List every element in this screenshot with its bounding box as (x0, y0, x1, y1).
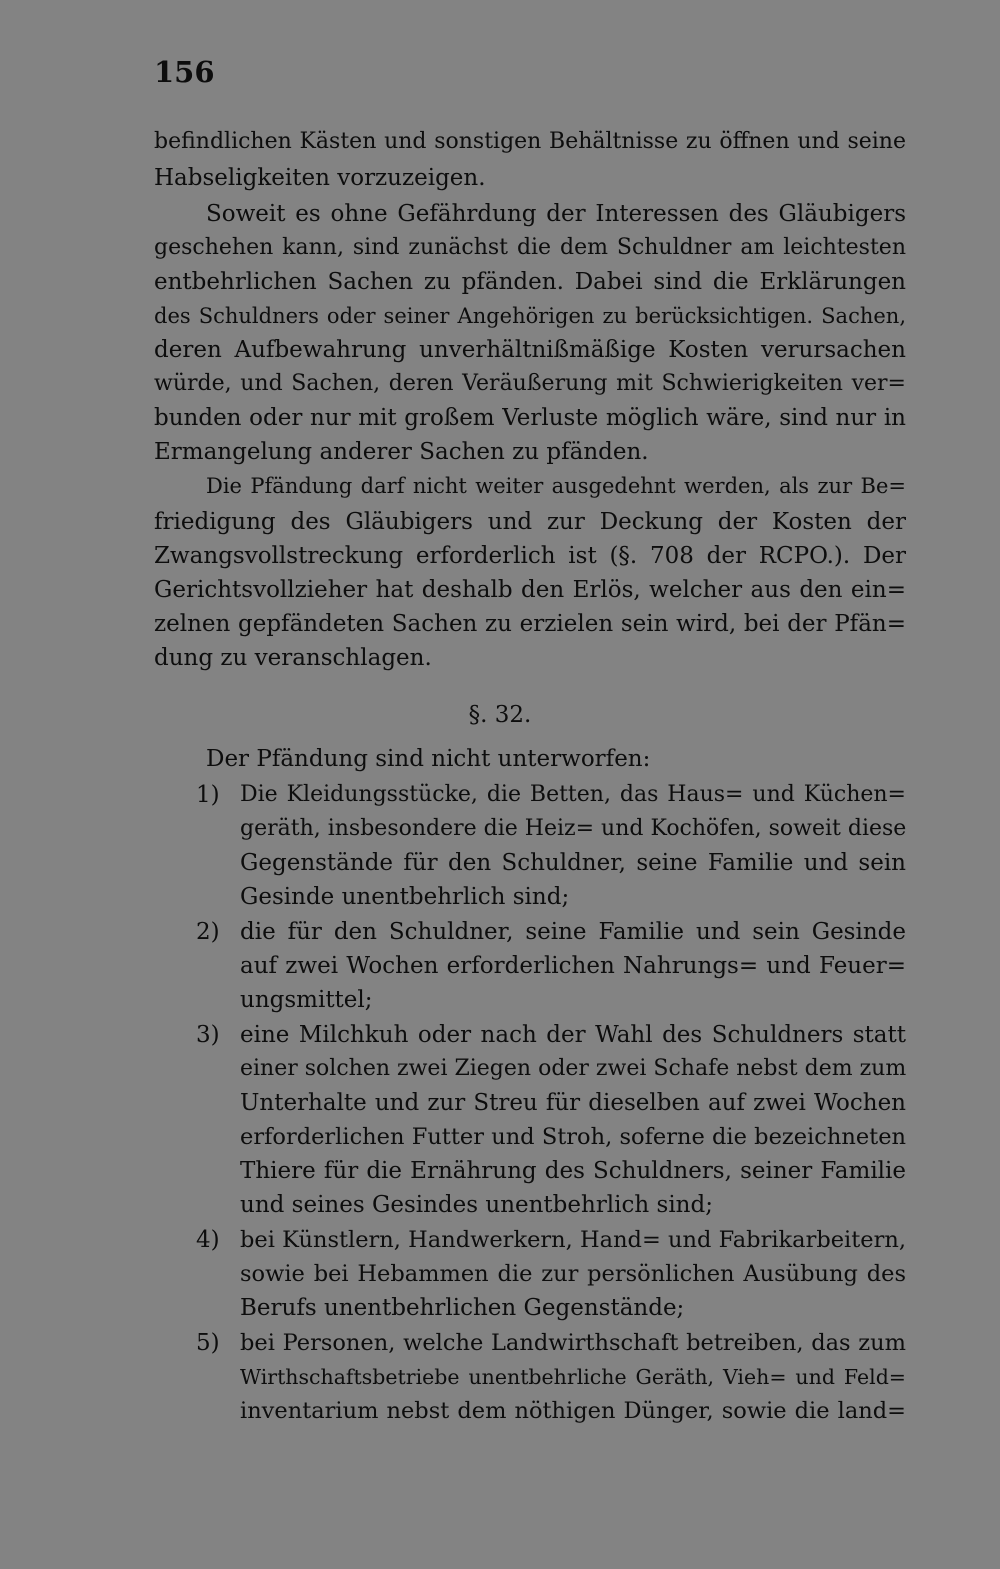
list-item-line: sowie bei Hebammen die zur persönlichen Ausübung des (240, 1261, 906, 1287)
text-line: bunden oder nur mit großem Verluste möglich wäre, sind nur in (154, 405, 906, 431)
list-item-line: Die Kleidungsstücke, die Betten, das Haus= und Küchen= (240, 782, 906, 807)
list-item-line: bei Künstlern, Handwerkern, Hand= und Fabrikarbeitern, (240, 1227, 906, 1253)
list-item-line: Unterhalte und zur Streu für dieselben auf zwei Wochen (240, 1090, 906, 1116)
list-item-number: 3) (196, 1022, 220, 1048)
list-item-line: auf zwei Wochen erforderlichen Nahrungs= und Feuer= (240, 953, 906, 979)
page-number: 156 (154, 55, 215, 89)
text-line: Soweit es ohne Gefährdung der Interessen des Gläubigers (206, 201, 906, 227)
list-item-line: inventarium nebst dem nöthigen Dünger, sowie die land= (240, 1398, 906, 1424)
text-line: würde, und Sachen, deren Veräußerung mit Schwierigkeiten ver= (154, 371, 906, 396)
text-line: befindlichen Kästen und sonstigen Behältnisse zu öffnen und seine (154, 129, 906, 154)
text-line: dung zu veranschlagen. (154, 645, 432, 671)
text-line: zelnen gepfändeten Sachen zu erzielen sein wird, bei der Pfän= (154, 611, 906, 637)
section-heading: §. 32. (468, 702, 532, 728)
list-item-line: bei Personen, welche Landwirthschaft betreiben, das zum (240, 1330, 906, 1356)
text-line: geschehen kann, sind zunächst die dem Schuldner am leichtesten (154, 235, 906, 260)
list-item-number: 5) (196, 1330, 220, 1356)
list-item-line: ungsmittel; (240, 987, 373, 1013)
text-line: Ermangelung anderer Sachen zu pfänden. (154, 439, 649, 465)
list-item-number: 4) (196, 1227, 220, 1253)
list-item-line: Wirthschaftsbetriebe unentbehrliche Geräth, Vieh= und Feld= (240, 1365, 906, 1389)
list-item-line: und seines Gesindes unentbehrlich sind; (240, 1192, 713, 1218)
list-item-line: Gegenstände für den Schuldner, seine Familie und sein (240, 850, 906, 876)
text-line: Habseligkeiten vorzuzeigen. (154, 165, 486, 191)
list-item-number: 2) (196, 919, 220, 945)
list-item-line: einer solchen zwei Ziegen oder zwei Schafe nebst dem zum (240, 1056, 907, 1081)
list-item-line: eine Milchkuh oder nach der Wahl des Schuldners statt (240, 1022, 906, 1048)
list-item-line: Thiere für die Ernährung des Schuldners, seiner Familie (240, 1158, 906, 1184)
list-item-line: Gesinde unentbehrlich sind; (240, 884, 570, 910)
list-item-number: 1) (196, 782, 220, 808)
list-item-line: die für den Schuldner, seine Familie und sein Gesinde (240, 919, 906, 945)
text-line: entbehrlichen Sachen zu pfänden. Dabei sind die Erklärungen (154, 269, 906, 295)
text-line: friedigung des Gläubigers und zur Deckung der Kosten der (154, 509, 906, 535)
text-line: Die Pfändung darf nicht weiter ausgedehnt werden, als zur Be= (206, 474, 906, 498)
list-intro: Der Pfändung sind nicht unterworfen: (206, 746, 651, 772)
text-line: deren Aufbewahrung unverhältnißmäßige Kosten verursachen (154, 337, 906, 363)
list-item-line: erforderlichen Futter und Stroh, soferne die bezeichneten (240, 1124, 906, 1150)
text-line: des Schuldners oder seiner Angehörigen zu berücksichtigen. Sachen, (154, 304, 906, 328)
list-item-line: Berufs unentbehrlichen Gegenstände; (240, 1295, 685, 1321)
text-line: Zwangsvollstreckung erforderlich ist (§. 708 der RCPO.). Der (154, 543, 906, 569)
text-line: Gerichtsvollzieher hat deshalb den Erlös, welcher aus den ein= (154, 577, 906, 603)
list-item-line: geräth, insbesondere die Heiz= und Kochöfen, soweit diese (240, 816, 907, 841)
